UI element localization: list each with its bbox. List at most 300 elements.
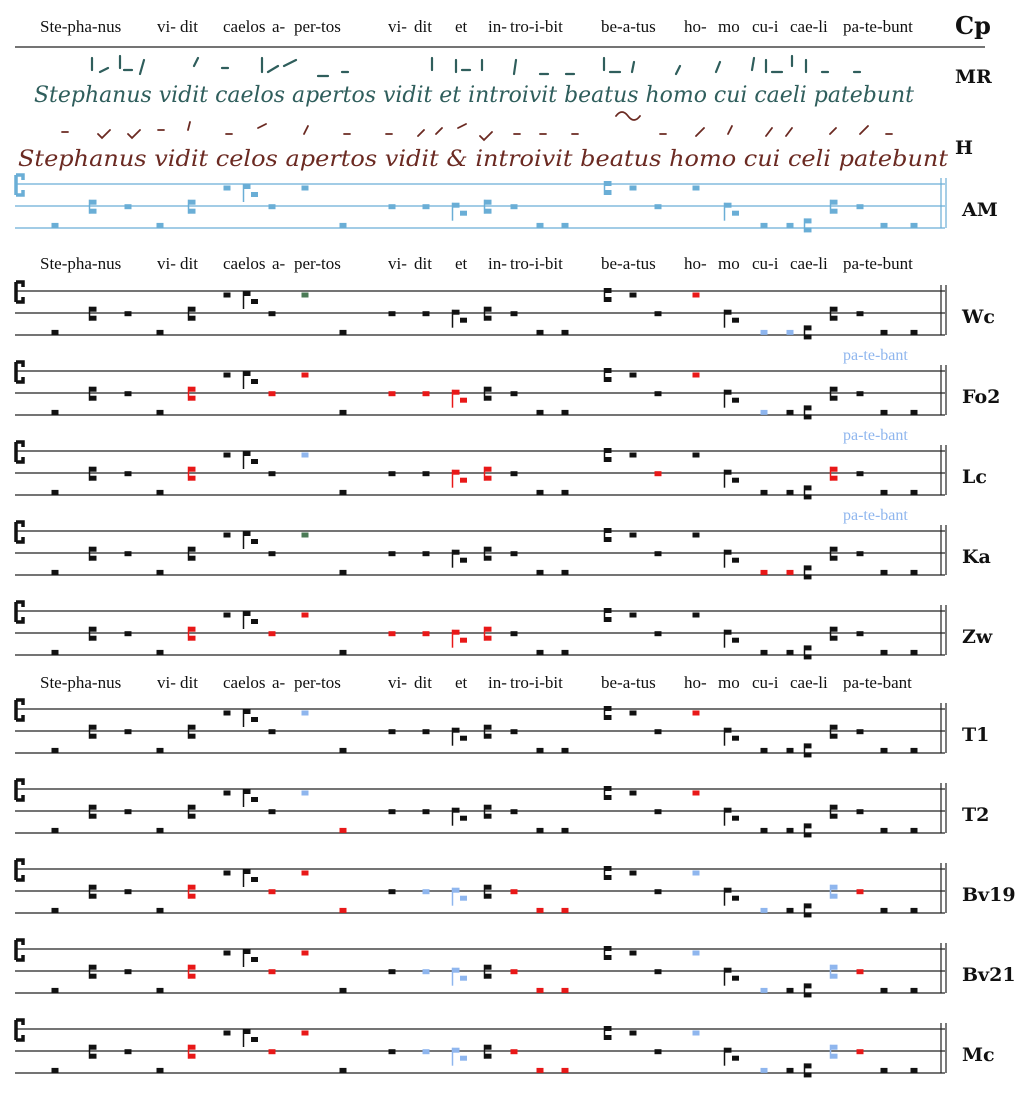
- mr-text: Stephanus vidit caelos apertos vidit et introivit beatus homo cui caeli patebunt: [34, 83, 915, 108]
- neume-punctum: [389, 631, 396, 636]
- neume-punctum: [911, 330, 918, 335]
- neume-podatus-top: [831, 805, 838, 810]
- neume-punctum: [761, 570, 768, 575]
- cp-syllable: ho-: [684, 17, 707, 36]
- neume-punctum: [511, 969, 518, 974]
- neume-punctum: [157, 1068, 164, 1073]
- neume-punctum: [787, 330, 794, 335]
- neume-podatus-bottom: [90, 814, 97, 819]
- row1-syllable: cu-i: [752, 254, 779, 273]
- neume-punctum: [761, 650, 768, 655]
- cp-syllable: dit: [180, 17, 198, 36]
- neume-punctum: [881, 908, 888, 913]
- cp-syllable: mo: [718, 17, 740, 36]
- neume-punctum: [630, 711, 637, 716]
- siglum-cp: Cp: [955, 11, 991, 40]
- neume-punctum: [537, 748, 544, 753]
- row2-syllable: vi-: [388, 673, 407, 692]
- neume-podatus-top: [189, 547, 196, 552]
- c-clef-icon: [16, 860, 23, 880]
- siglum-wc: Wc: [962, 306, 995, 328]
- neume-punctum: [562, 1068, 569, 1073]
- c-clef-icon: [16, 282, 23, 302]
- neume-punctum: [302, 186, 309, 191]
- neume-podatus-top: [805, 983, 812, 988]
- neume-podatus-top: [831, 627, 838, 632]
- staves: [15, 175, 1016, 1077]
- neume-punctum: [655, 551, 662, 556]
- neume-punctum: [787, 223, 794, 228]
- neume-punctum: [125, 729, 132, 734]
- stave-fo2: [15, 362, 1000, 419]
- neume-clivis-head: [725, 1048, 732, 1053]
- neume-punctum: [423, 1049, 430, 1054]
- neume-punctum: [52, 1068, 59, 1073]
- neume-clivis-head: [244, 531, 251, 536]
- neume-punctum: [562, 748, 569, 753]
- neume-punctum: [157, 828, 164, 833]
- neume-punctum: [881, 570, 888, 575]
- neume-punctum: [511, 204, 518, 209]
- neume-clivis-head: [244, 1029, 251, 1034]
- neume-podatus-bottom: [485, 636, 492, 641]
- row2-syllable: dit: [414, 673, 432, 692]
- neume-punctum: [389, 1049, 396, 1054]
- syllable-row-2: [40, 673, 912, 692]
- neume-podatus-top: [831, 885, 838, 890]
- neume-punctum: [655, 809, 662, 814]
- neume-podatus-bottom: [189, 476, 196, 481]
- c-clef-icon: [16, 362, 23, 382]
- neume-punctum: [562, 490, 569, 495]
- neume-podatus-top: [605, 181, 612, 186]
- neume-punctum: [857, 969, 864, 974]
- neume-punctum: [630, 871, 637, 876]
- c-clef-icon: [16, 602, 23, 622]
- neume-podatus-bottom: [90, 894, 97, 899]
- neume-clivis-tail: [460, 558, 467, 563]
- siglum-t2: T2: [962, 804, 990, 826]
- neume-punctum: [269, 809, 276, 814]
- neume-punctum: [881, 330, 888, 335]
- neume-podatus-top: [605, 866, 612, 871]
- c-clef-icon: [16, 780, 23, 800]
- neume-clivis-head: [244, 291, 251, 296]
- neume-podatus-bottom: [605, 190, 612, 195]
- neume-punctum: [125, 969, 132, 974]
- neume-punctum: [693, 373, 700, 378]
- neume-clivis-head: [244, 611, 251, 616]
- neume-podatus-top: [485, 387, 492, 392]
- neume-clivis-head: [725, 888, 732, 893]
- neume-punctum: [787, 748, 794, 753]
- neume-punctum: [761, 828, 768, 833]
- neume-clivis-tail: [732, 638, 739, 643]
- neume-podatus-top: [485, 885, 492, 890]
- neume-punctum: [224, 871, 231, 876]
- neume-clivis-tail: [251, 459, 258, 464]
- neume-punctum: [857, 1049, 864, 1054]
- neume-punctum: [157, 650, 164, 655]
- neume-punctum: [881, 650, 888, 655]
- neume-podatus-top: [189, 467, 196, 472]
- neume-punctum: [787, 410, 794, 415]
- neume-podatus-bottom: [189, 556, 196, 561]
- row1-syllable: be-a-tus: [601, 254, 656, 273]
- neume-punctum: [125, 391, 132, 396]
- neume-punctum: [630, 1031, 637, 1036]
- variant-annotation-fo2: pa-te-bant: [843, 347, 908, 364]
- row2-syllable: pa-te-bant: [843, 673, 912, 692]
- neume-punctum: [537, 988, 544, 993]
- cp-syllable: dit: [414, 17, 432, 36]
- neume-punctum: [511, 729, 518, 734]
- neume-punctum: [693, 186, 700, 191]
- neume-podatus-top: [831, 1045, 838, 1050]
- neume-punctum: [423, 391, 430, 396]
- neume-podatus-bottom: [831, 396, 838, 401]
- neume-punctum: [302, 533, 309, 538]
- neume-punctum: [389, 969, 396, 974]
- neume-punctum: [52, 223, 59, 228]
- neume-punctum: [881, 748, 888, 753]
- c-clef-icon: [16, 1020, 23, 1040]
- neume-punctum: [511, 889, 518, 894]
- neume-podatus-bottom: [805, 992, 812, 997]
- neume-punctum: [693, 871, 700, 876]
- neume-punctum: [52, 748, 59, 753]
- neume-podatus-top: [189, 885, 196, 890]
- neume-punctum: [302, 871, 309, 876]
- siglum-t1: T1: [962, 724, 990, 746]
- stave-bv21: [15, 940, 1016, 997]
- neume-punctum: [52, 828, 59, 833]
- neume-punctum: [881, 410, 888, 415]
- neume-clivis-head: [453, 968, 460, 973]
- neume-podatus-top: [485, 627, 492, 632]
- row2-syllable: per-tos: [294, 673, 341, 692]
- neume-podatus-bottom: [831, 974, 838, 979]
- neume-punctum: [761, 988, 768, 993]
- neume-punctum: [562, 828, 569, 833]
- neume-punctum: [511, 551, 518, 556]
- syllable-row-1: [40, 254, 913, 273]
- neume-punctum: [693, 613, 700, 618]
- row1-syllable: in-: [488, 254, 507, 273]
- neume-punctum: [693, 951, 700, 956]
- neume-clivis-tail: [251, 877, 258, 882]
- neume-punctum: [537, 490, 544, 495]
- neume-podatus-top: [90, 1045, 97, 1050]
- neume-punctum: [911, 988, 918, 993]
- row2-syllable: dit: [180, 673, 198, 692]
- neume-punctum: [423, 729, 430, 734]
- neume-podatus-top: [805, 405, 812, 410]
- neume-punctum: [224, 453, 231, 458]
- row2-syllable: tro-i-bit: [510, 673, 563, 692]
- neume-podatus-top: [605, 946, 612, 951]
- stave-wc: [15, 282, 995, 339]
- neume-punctum: [655, 311, 662, 316]
- neume-punctum: [537, 828, 544, 833]
- neume-punctum: [125, 471, 132, 476]
- neume-clivis-tail: [732, 211, 739, 216]
- neume-punctum: [389, 391, 396, 396]
- neume-podatus-top: [831, 467, 838, 472]
- row2-syllable: in-: [488, 673, 507, 692]
- neume-clivis-tail: [251, 299, 258, 304]
- neume-podatus-bottom: [485, 734, 492, 739]
- neume-podatus-bottom: [189, 894, 196, 899]
- neume-punctum: [269, 471, 276, 476]
- neume-punctum: [881, 223, 888, 228]
- neume-punctum: [511, 809, 518, 814]
- neume-punctum: [157, 908, 164, 913]
- neume-podatus-top: [90, 725, 97, 730]
- neume-punctum: [537, 908, 544, 913]
- neume-podatus-top: [805, 565, 812, 570]
- neume-punctum: [881, 828, 888, 833]
- neume-punctum: [52, 988, 59, 993]
- siglum-bv21: Bv21: [962, 964, 1016, 986]
- neume-podatus-bottom: [831, 556, 838, 561]
- neume-punctum: [857, 631, 864, 636]
- neume-clivis-tail: [251, 539, 258, 544]
- neume-clivis-head: [453, 1048, 460, 1053]
- neume-punctum: [857, 391, 864, 396]
- neume-punctum: [562, 650, 569, 655]
- neume-podatus-top: [189, 725, 196, 730]
- neume-podatus-top: [805, 903, 812, 908]
- neume-podatus-bottom: [805, 574, 812, 579]
- neume-podatus-bottom: [90, 636, 97, 641]
- row1-syllable: et: [455, 254, 468, 273]
- neume-punctum: [787, 570, 794, 575]
- neume-punctum: [562, 908, 569, 913]
- row2-syllable: vi-: [157, 673, 176, 692]
- neume-clivis-tail: [460, 638, 467, 643]
- neume-punctum: [224, 791, 231, 796]
- neume-punctum: [630, 293, 637, 298]
- siglum-bv19: Bv19: [962, 884, 1016, 906]
- neume-podatus-bottom: [805, 912, 812, 917]
- neume-punctum: [630, 373, 637, 378]
- neume-podatus-bottom: [189, 734, 196, 739]
- neume-punctum: [125, 1049, 132, 1054]
- neume-podatus-bottom: [90, 209, 97, 214]
- neume-punctum: [269, 311, 276, 316]
- neume-podatus-bottom: [189, 814, 196, 819]
- neume-punctum: [224, 613, 231, 618]
- neume-clivis-head: [244, 184, 251, 189]
- neume-punctum: [562, 570, 569, 575]
- neume-podatus-bottom: [90, 974, 97, 979]
- variant-annotation-lc: pa-te-bant: [843, 427, 908, 444]
- row1-syllable: ho-: [684, 254, 707, 273]
- neume-clivis-tail: [460, 896, 467, 901]
- cp-syllable: pa-te-bunt: [843, 17, 913, 36]
- c-clef-icon: [16, 442, 23, 462]
- neume-punctum: [423, 631, 430, 636]
- neume-podatus-bottom: [605, 617, 612, 622]
- neume-punctum: [881, 490, 888, 495]
- neume-clivis-head: [725, 203, 732, 208]
- neume-clivis-head: [244, 709, 251, 714]
- neume-punctum: [655, 889, 662, 894]
- neume-podatus-top: [605, 1026, 612, 1031]
- neume-podatus-top: [605, 786, 612, 791]
- neume-podatus-bottom: [805, 832, 812, 837]
- neume-punctum: [537, 330, 544, 335]
- neume-punctum: [125, 889, 132, 894]
- neume-clivis-tail: [732, 896, 739, 901]
- neume-podatus-top: [90, 965, 97, 970]
- neume-podatus-bottom: [485, 209, 492, 214]
- neume-podatus-top: [831, 965, 838, 970]
- neume-clivis-tail: [251, 379, 258, 384]
- neume-punctum: [881, 1068, 888, 1073]
- neume-punctum: [125, 809, 132, 814]
- neume-punctum: [857, 551, 864, 556]
- c-clef-icon: [16, 700, 23, 720]
- neume-podatus-top: [805, 485, 812, 490]
- siglum-am: AM: [962, 199, 998, 221]
- neume-podatus-top: [90, 627, 97, 632]
- neume-podatus-top: [485, 200, 492, 205]
- neume-punctum: [787, 490, 794, 495]
- neume-podatus-bottom: [485, 396, 492, 401]
- cp-row: [15, 11, 991, 47]
- neume-clivis-head: [453, 310, 460, 315]
- neume-podatus-top: [831, 725, 838, 730]
- neume-podatus-top: [805, 218, 812, 223]
- neume-podatus-top: [90, 885, 97, 890]
- cp-syllable: vi-: [157, 17, 176, 36]
- neume-clivis-tail: [732, 1056, 739, 1061]
- neume-punctum: [761, 748, 768, 753]
- neume-punctum: [52, 570, 59, 575]
- neume-punctum: [302, 1031, 309, 1036]
- neume-podatus-top: [485, 467, 492, 472]
- stave-t2: [15, 780, 989, 837]
- neume-podatus-bottom: [605, 297, 612, 302]
- cp-syllable: per-tos: [294, 17, 341, 36]
- stave-ka: [15, 522, 991, 579]
- c-clef-icon: [16, 940, 23, 960]
- neume-clivis-tail: [251, 717, 258, 722]
- row1-syllable: dit: [180, 254, 198, 273]
- neume-punctum: [511, 471, 518, 476]
- neume-podatus-top: [485, 805, 492, 810]
- neume-punctum: [224, 293, 231, 298]
- neume-punctum: [787, 828, 794, 833]
- neume-podatus-bottom: [805, 654, 812, 659]
- neume-podatus-bottom: [90, 316, 97, 321]
- neume-clivis-head: [725, 390, 732, 395]
- neume-punctum: [423, 471, 430, 476]
- neume-punctum: [302, 791, 309, 796]
- neume-punctum: [52, 490, 59, 495]
- neume-podatus-top: [189, 627, 196, 632]
- neume-podatus-bottom: [605, 537, 612, 542]
- row2-syllable: et: [455, 673, 468, 692]
- neume-podatus-top: [90, 387, 97, 392]
- neume-podatus-bottom: [831, 814, 838, 819]
- c-clef-icon: [16, 522, 23, 542]
- neume-podatus-top: [831, 200, 838, 205]
- row2-syllable: be-a-tus: [601, 673, 656, 692]
- neume-punctum: [537, 650, 544, 655]
- neume-podatus-bottom: [485, 316, 492, 321]
- cp-syllable: caelos: [223, 17, 266, 36]
- neume-punctum: [787, 1068, 794, 1073]
- neume-podatus-bottom: [485, 1054, 492, 1059]
- siglum-mc: Mc: [962, 1044, 995, 1066]
- neume-punctum: [911, 908, 918, 913]
- neume-punctum: [340, 748, 347, 753]
- neume-punctum: [302, 373, 309, 378]
- neume-punctum: [693, 293, 700, 298]
- neume-clivis-tail: [460, 398, 467, 403]
- cp-syllable: Ste-pha-nus: [40, 17, 122, 36]
- neume-punctum: [511, 631, 518, 636]
- siglum-zw: Zw: [962, 626, 993, 648]
- neume-clivis-head: [453, 550, 460, 555]
- neume-punctum: [537, 1068, 544, 1073]
- neume-clivis-tail: [732, 398, 739, 403]
- manuscript-h: [18, 112, 973, 172]
- neume-podatus-top: [485, 547, 492, 552]
- neume-punctum: [157, 988, 164, 993]
- neume-clivis-head: [725, 808, 732, 813]
- neume-punctum: [269, 551, 276, 556]
- neume-podatus-top: [485, 965, 492, 970]
- neume-podatus-bottom: [605, 377, 612, 382]
- neume-punctum: [911, 748, 918, 753]
- neume-clivis-tail: [251, 957, 258, 962]
- neume-punctum: [224, 533, 231, 538]
- neume-podatus-top: [189, 805, 196, 810]
- row1-syllable: cae-li: [790, 254, 828, 273]
- neume-punctum: [857, 729, 864, 734]
- neume-podatus-bottom: [605, 955, 612, 960]
- neume-podatus-top: [605, 608, 612, 613]
- neume-clivis-head: [244, 949, 251, 954]
- neume-punctum: [787, 650, 794, 655]
- neume-punctum: [655, 391, 662, 396]
- neume-punctum: [340, 908, 347, 913]
- row2-syllable: cu-i: [752, 673, 779, 692]
- neume-punctum: [125, 311, 132, 316]
- neume-podatus-top: [605, 368, 612, 373]
- neume-punctum: [302, 951, 309, 956]
- neume-podatus-bottom: [90, 396, 97, 401]
- neume-podatus-top: [605, 528, 612, 533]
- neume-punctum: [881, 988, 888, 993]
- neume-punctum: [269, 391, 276, 396]
- cp-syllable: in-: [488, 17, 507, 36]
- neume-punctum: [157, 490, 164, 495]
- row1-syllable: tro-i-bit: [510, 254, 563, 273]
- neume-podatus-top: [189, 387, 196, 392]
- cp-syllable: tro-i-bit: [510, 17, 563, 36]
- neume-podatus-bottom: [805, 1072, 812, 1077]
- neume-punctum: [630, 791, 637, 796]
- neume-punctum: [389, 809, 396, 814]
- neume-punctum: [423, 889, 430, 894]
- row1-syllable: vi-: [157, 254, 176, 273]
- neume-punctum: [911, 828, 918, 833]
